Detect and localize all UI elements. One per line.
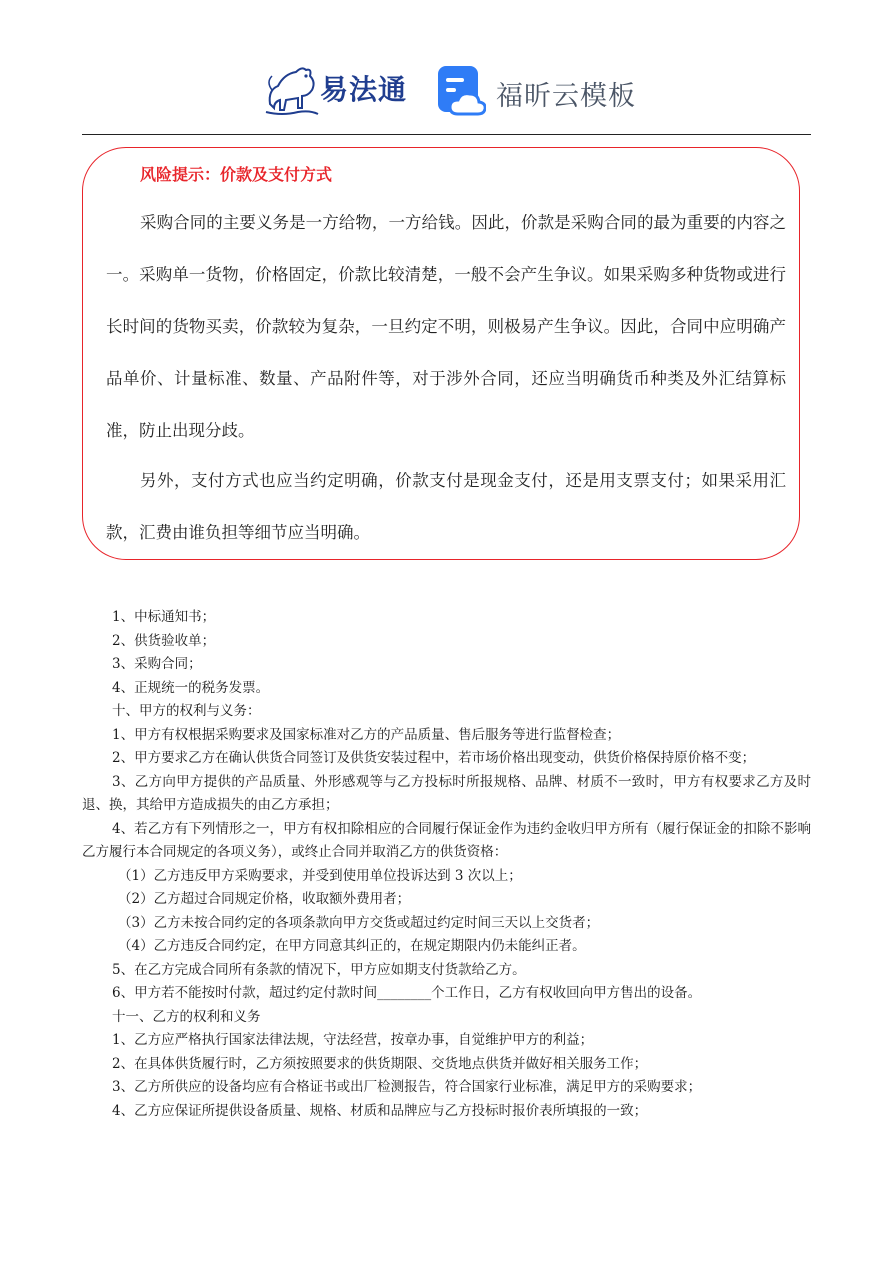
clause: 1、甲方有权根据采购要求及国家标准对乙方的产品质量、售后服务等进行监督检查；	[112, 726, 621, 743]
list-item: 3、采购合同；	[112, 656, 202, 672]
clause: 4、乙方应保证所提供设备质量、规格、材质和品牌应与乙方投标时报价表所填报的一致；	[112, 1102, 648, 1119]
foxit-cloud-logo	[436, 66, 636, 120]
section-heading: 十、甲方的权利与义务：	[112, 703, 261, 719]
sub-clause: （3）乙方未按合同约定的各项条款向甲方交货或超过约定时间三天以上交货者；	[118, 914, 600, 931]
yifatong-logo	[262, 58, 422, 122]
risk-notice-paragraph: 采购合同的主要义务是一方给物，一方给钱。因此，价款是采购合同的最为重要的内容之一。采购单一货物，价格固定，价款比较清楚，一般不会产生争议。如果采购多种货物或进行长时间的货物买卖，价款较为复杂，一旦约定不明，则极易产生争议。因此，合同中应明确产品单价、计量标准、数量、产品附件等，对于涉外合同，还应当明确货币种类及外汇结算标准，防止出现分歧。	[106, 213, 786, 440]
horse-icon	[262, 60, 322, 118]
clause: 3、乙方所供应的设备均应有合格证书或出厂检测报告，符合国家行业标准，满足甲方的采购要求；	[112, 1079, 702, 1095]
section-heading: 十一、乙方的权利和义务	[112, 1008, 261, 1025]
contract-body	[82, 606, 811, 1123]
document-cloud-icon	[436, 66, 486, 116]
clause: 5、在乙方完成合同所有条款的情况下，甲方应如期支付货款给乙方。	[112, 961, 526, 978]
clause: 1、乙方应严格执行国家法律法规，守法经营，按章办事，自觉维护甲方的利益；	[112, 1032, 594, 1048]
foxit-cloud-brand-text: 福昕云模板	[496, 81, 636, 112]
page-header	[0, 0, 893, 135]
sub-clause: （2）乙方超过合同规定价格，收取额外费用者；	[118, 891, 411, 907]
clause: 6、甲方若不能按时付款，超过约定付款时间________个工作日，乙方有权收回向甲方售出的设备。	[112, 985, 702, 1001]
yifatong-brand-text: 易法通	[320, 73, 408, 106]
clause: 2、甲方要求乙方在确认供货合同签订及供货安装过程中，若市场价格出现变动，供货价格保持原价格不变；	[112, 750, 756, 766]
header-divider	[82, 134, 811, 135]
clause: 2、在具体供货履行时，乙方须按照要求的供货期限、交货地点供货并做好相关服务工作；	[112, 1055, 648, 1072]
clause: 3、乙方向甲方提供的产品质量、外形感观等与乙方投标时所报规格、品牌、材质不一致时，甲方有权要求乙方及时退、换，其给甲方造成损失的由乙方承担；	[82, 773, 811, 813]
clause: 4、若乙方有下列情形之一，甲方有权扣除相应的合同履行保证金作为违约金收归甲方所有（履行保证金的扣除不影响乙方履行本合同规定的各项义务），或终止合同并取消乙方的供货资格：	[82, 820, 811, 860]
risk-notice-title: 风险提示：价款及支付方式	[140, 165, 333, 184]
risk-notice-paragraph: 另外，支付方式也应当约定明确，价款支付是现金支付，还是用支票支付；如果采用汇款，汇费由谁负担等细节应当明确。	[106, 471, 786, 542]
list-item: 2、供货验收单；	[112, 632, 216, 649]
sub-clause: （4）乙方违反合同约定，在甲方同意其纠正的，在规定期限内仍未能纠正者。	[118, 938, 586, 954]
sub-clause: （1）乙方违反甲方采购要求，并受到使用单位投诉达到 3 次以上；	[118, 867, 522, 884]
list-item: 4、正规统一的税务发票。	[112, 679, 270, 696]
list-item: 1、中标通知书；	[112, 609, 216, 625]
